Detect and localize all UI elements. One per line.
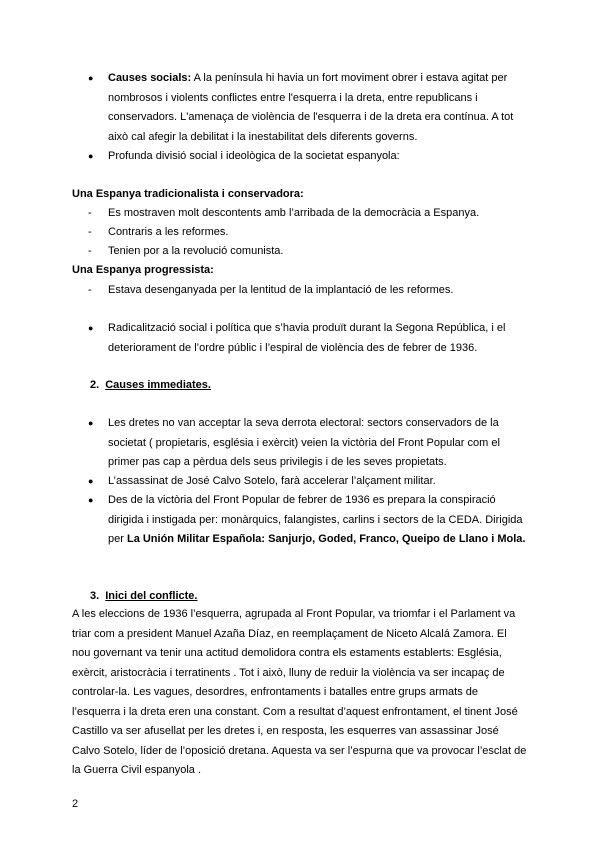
bullet-conspiracio — [88, 491, 528, 550]
bullet-dot-icon: ● — [88, 418, 94, 428]
bullet-dot-icon: ● — [88, 495, 94, 505]
list-item-text: Estava desenganyada per la lentitud de la implantació de les reformes. — [108, 284, 454, 296]
section-3-heading — [90, 587, 197, 607]
list-item — [88, 204, 528, 224]
list-item — [88, 242, 528, 262]
heading-tradicionalista: Una Espanya tradicionalista i conservadora: — [72, 188, 304, 200]
causes-socials-label: Causes socials: — [108, 72, 192, 84]
section-number: 3. — [90, 590, 100, 602]
bullet-assassinat — [88, 472, 528, 492]
causes-socials-text: A la península hi havia un fort moviment obrer i estava agitat per nombrosos i violents conflictes entre l'esquerra i la dreta, entre republicans i conservadors. L'amenaça de violència de l'esquerra i de la dreta era contínua. A tot això cal afegir la debilitat i la inestabilitat dels diferents governs. — [108, 72, 514, 143]
section-title: Causes immediates. — [105, 379, 211, 391]
dash-marker: - — [88, 284, 92, 296]
bullet-radicalitzacio — [88, 319, 528, 358]
section-2-heading — [90, 376, 211, 396]
bullet-text: Les dretes no van acceptar la seva derrota electoral: sectors conservadors de la societat ( propietaris, església i exèrcit) veien la victòria del Front Popular com el primer pas cap a pèrdua dels seus privilegis i de les seves propietats. — [108, 417, 500, 468]
bullet-dot-icon: ● — [88, 323, 94, 333]
dash-marker: - — [88, 226, 92, 238]
bullet-text: Des de la victòria del Front Popular de febrer de 1936 es prepara la conspiració dirigida i instigada per: monàrquics, falangistes, carlins i sectors de la CEDA. Dirigida per — [108, 494, 523, 545]
heading-progressista: Una Espanya progressista: — [72, 264, 214, 276]
divisio-text: Profunda divisió social i ideològica de la societat espanyola: — [108, 150, 400, 162]
radicalitzacio-text: Radicalització social i política que s’havia produït durant la Segona República, i el deteriorament de l’ordre públic i l’espiral de violència des de febrer de 1936. — [108, 322, 506, 354]
list-item — [88, 223, 528, 243]
bullet-divisio — [88, 147, 528, 167]
page-number: 2 — [72, 798, 79, 810]
list-item — [88, 281, 528, 301]
bullet-dot-icon: ● — [88, 476, 94, 486]
bullet-bold-text: La Unión Militar Española: Sanjurjo, Goded, Franco, Queipo de Llano i Mola. — [126, 533, 526, 545]
list-item-text: Es mostraven molt descontents amb l’arribada de la democràcia a Espanya. — [108, 207, 480, 219]
section-number: 2. — [90, 379, 100, 391]
list-item-text: Contraris a les reformes. — [108, 226, 229, 238]
bullet-causes-socials — [88, 69, 528, 147]
list-item-text: Tenien por a la revolució comunista. — [108, 245, 284, 257]
section-3-paragraph: A les eleccions de 1936 l’esquerra, agrupada al Front Popular, va triomfar i el Parlament va triar com a president Manuel Azaña Díaz, en reemplaçament de Niceto Alcalá Zamora. El nou governant va tenir una actitud demolidora contra els estaments establerts: Església, exèrcit, aristocràcia i terratinents . Tot i això, lluny de reduir la violència va ser incapaç de controlar-la. Les vagues, desordres, enfrontaments i batalles entre grups armats de l’esquerra i la dreta eren una constant. Com a resultat d’aquest enfrontament, el tinent José Castillo va ser afusellat per les dretes i, en resposta, les esquerres van assassinar José Calvo Sotelo, líder de l’oposició dretana. Aquesta va ser l’espurna que va provocar l’esclat de la Guerra Civil espanyola . — [72, 608, 527, 776]
dash-marker: - — [88, 245, 92, 257]
bullet-text: L’assassinat de José Calvo Sotelo, farà accelerar l’alçament militar. — [108, 475, 436, 487]
bullet-dot-icon: ● — [88, 73, 94, 83]
bullet-dot-icon: ● — [88, 151, 94, 161]
dash-marker: - — [88, 207, 92, 219]
section-title: Inici del conflicte. — [105, 590, 198, 602]
bullet-dretes — [88, 414, 528, 473]
